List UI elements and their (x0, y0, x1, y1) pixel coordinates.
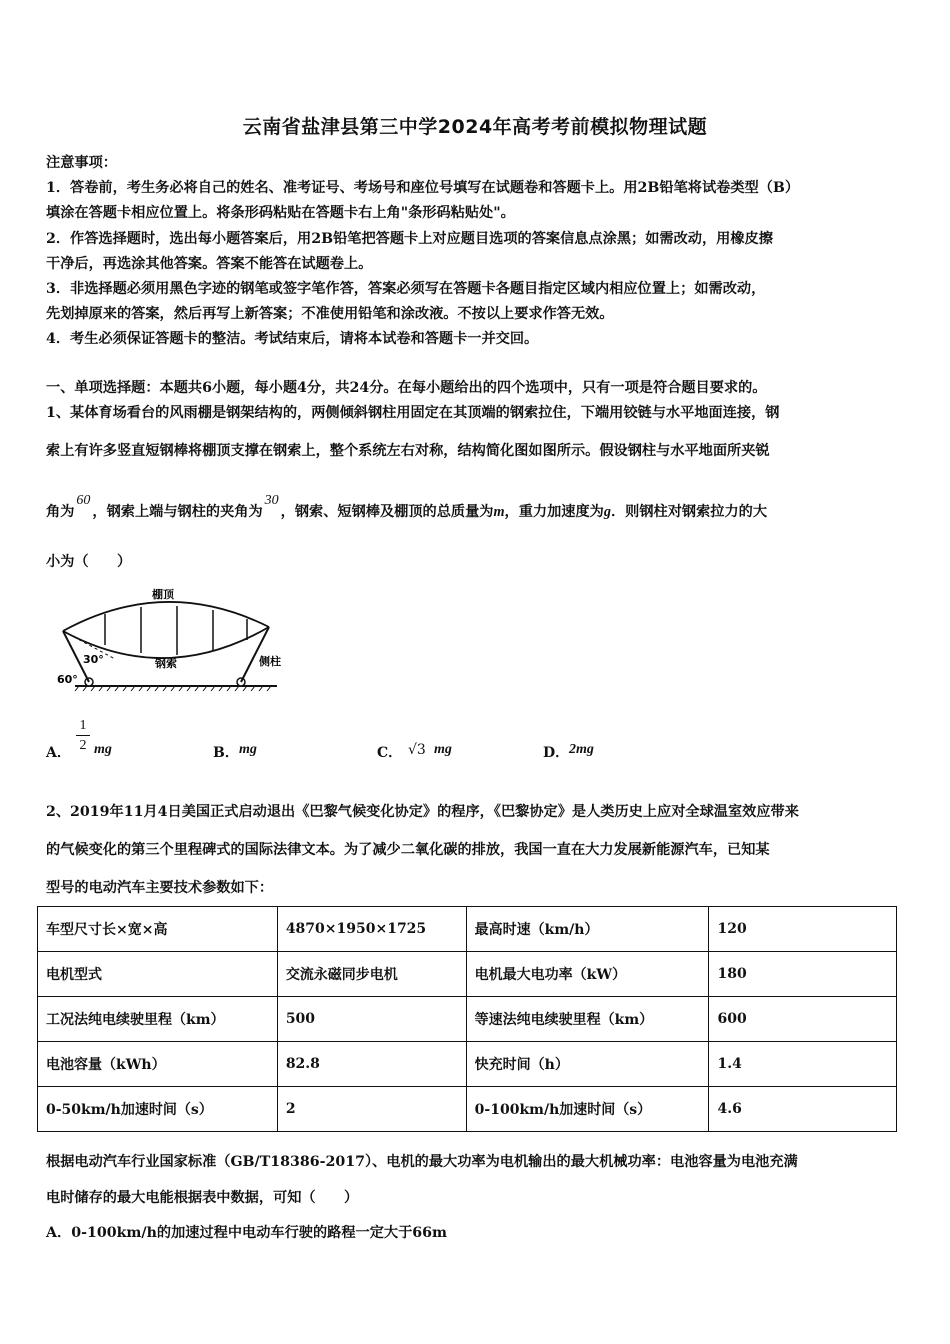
option-b-text: mg (239, 742, 257, 757)
notice-line: 先划掉原来的答案，然后再写上新答案；不准使用铅笔和涂改液。不按以上要求作答无效。 (46, 306, 614, 322)
option-d-text: 2mg (569, 742, 594, 757)
table-cell: 180 (709, 952, 897, 997)
table-cell: 交流永磁同步电机 (277, 952, 466, 997)
table-cell: 500 (277, 997, 466, 1042)
table-cell: 电池容量（kWh） (38, 1042, 278, 1087)
table-cell: 4.6 (709, 1087, 897, 1132)
label-pillar: 侧柱 (259, 655, 281, 668)
option-d-label: D． (543, 745, 570, 761)
table-cell: 0-100km/h加速时间（s） (466, 1087, 709, 1132)
table-row (38, 907, 897, 952)
table-row (38, 1042, 897, 1087)
notice-heading: 注意事项： (46, 155, 117, 171)
table-cell: 等速法纯电续驶里程（km） (466, 997, 709, 1042)
table-cell: 2 (277, 1087, 466, 1132)
angle-30: 30 (264, 493, 279, 508)
table-cell: 0-50km/h加速时间（s） (38, 1087, 278, 1132)
table-cell: 工况法纯电续驶里程（km） (38, 997, 278, 1042)
table-cell: 120 (709, 907, 897, 952)
label-30-degree: 30° (83, 653, 104, 666)
table-cell: 4870×1950×1725 (277, 907, 466, 952)
label-cable: 钢索 (155, 657, 177, 670)
question-1-text: 1、某体育场看台的风雨棚是钢架结构的，两侧倾斜钢柱用固定在其顶端的钢索拉住，下端用铰链与水平地面连接，钢 (46, 405, 780, 421)
table-cell: 82.8 (277, 1042, 466, 1087)
canopy-structure-diagram (55, 585, 285, 695)
table-cell: 车型尺寸长×宽×高 (38, 907, 278, 952)
question-1-text: 索上有许多竖直短钢棒将棚顶支撑在钢索上，整个系统左右对称，结构简化图如图所示。假设钢柱与水平地面所夹锐 (46, 443, 770, 459)
option-c-text: mg (434, 742, 452, 757)
question-2-text: 根据电动汽车行业国家标准（GB/T18386-2017）、电机的最大功率为电机输出的最大机械功率：电池容量为电池充满 (46, 1154, 798, 1170)
label-60-degree: 60° (57, 673, 78, 686)
section-heading: 一、单项选择题：本题共6小题，每小题4分，共24分。在每小题给出的四个选项中，只有一项是符合题目要求的。 (46, 380, 767, 396)
question-2-text: 2、2019年11月4日美国正式启动退出《巴黎气候变化协定》的程序，《巴黎协定》是人类历史上应对全球温室效应带来 (46, 804, 799, 820)
option-c-root: √3 (408, 742, 426, 758)
angle-60: 60 (76, 493, 91, 508)
notice-line: 填涂在答题卡相应位置上。将条形码粘贴在答题卡右上角"条形码粘贴处"。 (46, 205, 515, 221)
option-b-label: B． (213, 745, 239, 761)
notice-line: 4．考生必须保证答题卡的整洁。考试结束后，请将本试卷和答题卡一并交回。 (46, 331, 539, 347)
table-row (38, 997, 897, 1042)
table-cell: 电机最大电功率（kW） (466, 952, 709, 997)
table-cell: 1.4 (709, 1042, 897, 1087)
table-row (38, 952, 897, 997)
notice-line: 2．作答选择题时，选出每小题答案后，用2B铅笔把答题卡上对应题目选项的答案信息点涂黑；如需改动，用橡皮擦 (46, 231, 773, 247)
option-c-label: C． (377, 745, 403, 761)
table-cell: 电机型式 (38, 952, 278, 997)
label-roof: 棚顶 (152, 588, 174, 601)
question-2-text: 的气候变化的第三个里程碑式的国际法律文本。为了减少二氧化碳的排放，我国一直在大力发展新能源汽车，已知某 (46, 842, 770, 858)
question-2-text: 型号的电动汽车主要技术参数如下： (46, 880, 274, 896)
question-1-text: 角为60，钢索上端与钢柱的夹角为30，钢索、短钢棒及棚顶的总质量为m，重力加速度为g．则钢柱对钢索拉力的大 (46, 493, 768, 520)
notice-line: 干净后，再选涂其他答案。答案不能答在试题卷上。 (46, 256, 373, 272)
table-cell: 600 (709, 997, 897, 1042)
ev-spec-table (37, 906, 897, 1132)
page-title: 云南省盐津县第三中学2024年高考考前模拟物理试题 (242, 116, 708, 138)
question-2-option-a: A．0-100km/h的加速过程中电动车行驶的路程一定大于66m (46, 1225, 448, 1241)
question-2-text: 电时储存的最大电能根据表中数据，可知（ ） (46, 1190, 359, 1206)
option-a-label: A． (46, 745, 71, 761)
notice-line: 1．答卷前，考生务必将自己的姓名、准考证号、考场号和座位号填写在试题卷和答题卡上。用2B铅笔将试卷类型（B） (46, 180, 800, 196)
option-a-text: mg (94, 742, 112, 757)
table-row (38, 1087, 897, 1132)
fraction-one-half: 1 2 (76, 718, 90, 754)
table-cell: 快充时间（h） (466, 1042, 709, 1087)
table-cell: 最高时速（km/h） (466, 907, 709, 952)
question-1-text: 小为（ ） (46, 554, 132, 570)
notice-line: 3．非选择题必须用黑色字迹的钢笔或签字笔作答，答案必须写在答题卡各题目指定区域内相应位置上；如需改动， (46, 281, 766, 297)
